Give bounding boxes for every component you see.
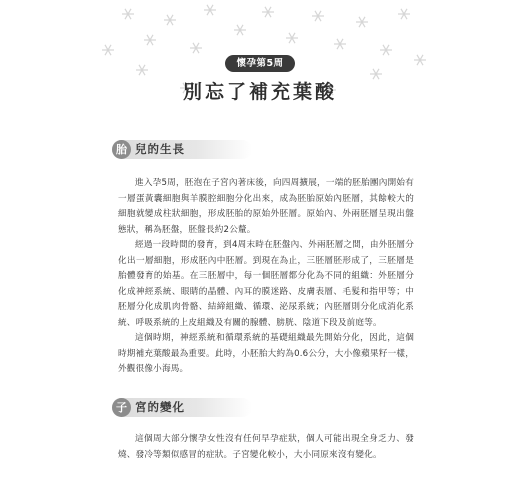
paragraph: 進入孕5周，胚泡在子宮內著床後，向四周擴展，一端的胚胎團內開始有一層蛋黃囊細胞與羊膜腔細胞分化出來，成為胚胎原始內胚層，其餘較大的細胞就變成柱狀細胞，形成胚胎的原始外胚層。原始內、外兩胚層呈現出盤態狀，稱為胚盤，胚盤長約2公釐。	[118, 178, 414, 235]
section-initial: 子	[112, 398, 131, 417]
section-header-uterus-changes	[112, 398, 252, 417]
paragraph: 經過一段時間的發育，到4周末時在胚盤內、外兩胚層之間，由外胚層分化出一層細胞，形成胚內中胚層。到現在為止，三胚層胚形成了，三胚層是胎體發育的始基。在三胚層中，每一個胚層都分化為不同的組織：外胚層分化成神經系統、眼睛的晶體、內耳的膜迷路、皮膚表層、毛髮和指甲等；中胚層分化成肌肉骨骼、結締組織、循環、泌尿系統；內胚層則分化成消化系統、呼吸系統的上皮組織及有關的腺體、膀胱、陰道下段及前庭等。	[118, 240, 414, 328]
paragraph: 這個時期，神經系統和循環系統的基礎組織最先開始分化，因此，這個時期補充葉酸最為重要。此時，小胚胎大約為0.6公分，大小像蘋果籽一樣，外觀很像小海馬。	[118, 333, 414, 375]
paragraph: 這個周大部分懷孕女性沒有任何早孕症狀，個人可能出現全身乏力、發燒、發冷等類似感冒的症狀。子宮變化較小，大小同原來沒有變化。	[118, 434, 414, 460]
section-title: 兒的生長	[135, 142, 185, 156]
section-title: 宮的變化	[135, 400, 185, 414]
section-header-fetal-growth	[112, 140, 252, 159]
page-title: 別忘了補充葉酸	[182, 81, 337, 103]
section-initial: 胎	[112, 140, 131, 159]
week-badge: 懷孕第5周	[225, 55, 295, 72]
